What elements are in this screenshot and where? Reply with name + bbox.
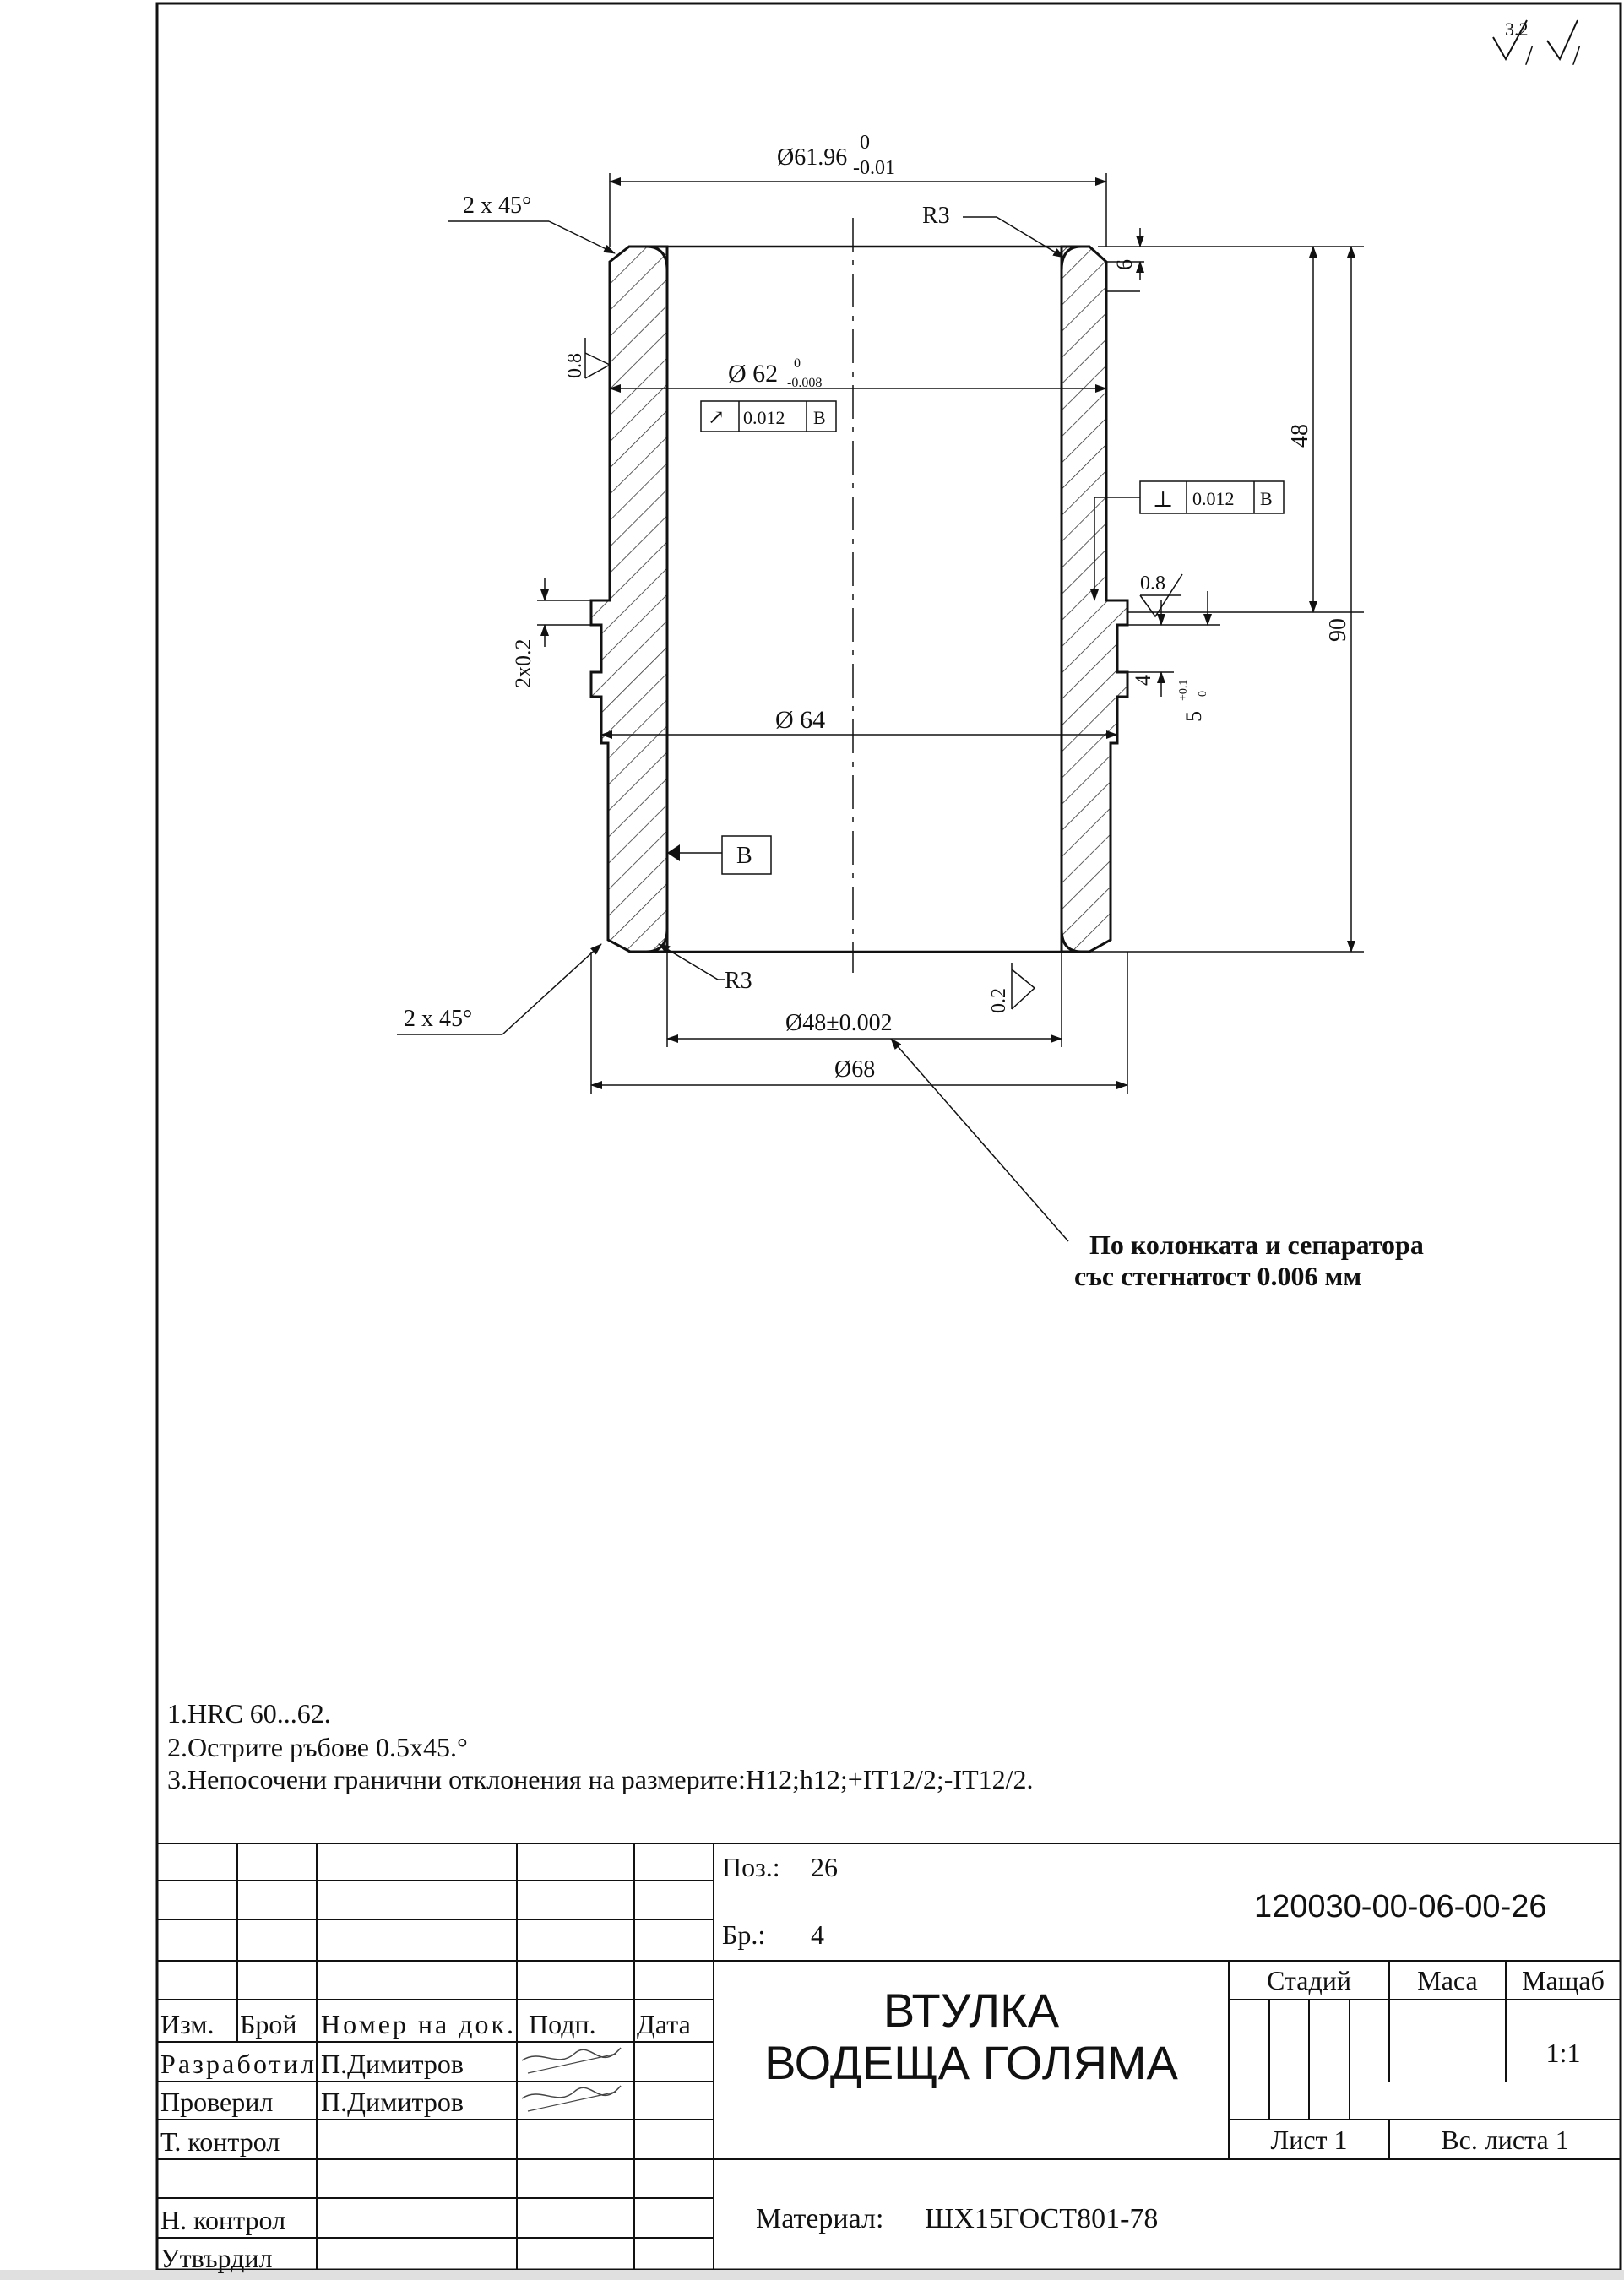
bore-diameter-nominal: Ø 62 xyxy=(728,360,779,388)
note-3: 3.Непосочени гранични отклонения на размерите:H12;h12;+IT12/2;-IT12/2. xyxy=(167,1764,1034,1794)
position-label: Поз.: xyxy=(722,1852,780,1882)
role-tech-control: Т. контрол xyxy=(160,2126,280,2157)
roughness-bore xyxy=(564,338,610,378)
developer-name: П.Димитров xyxy=(321,2049,464,2079)
runout-symbol: ↗ xyxy=(708,407,725,429)
technical-notes xyxy=(167,1698,1034,1794)
material-label: Материал: xyxy=(756,2203,884,2234)
signature-checker xyxy=(522,2086,621,2111)
bore-diameter-tol-lower: -0.008 xyxy=(787,376,823,390)
callout-radius-top xyxy=(922,203,1064,258)
radius-bottom-label: R3 xyxy=(725,968,752,994)
groove-position-tol-upper: +0.1 xyxy=(1177,679,1190,701)
header-izm: Изм. xyxy=(160,2009,215,2039)
groove-position-nominal: 5 xyxy=(1181,711,1206,722)
perpendicularity-datum: B xyxy=(1260,488,1273,509)
top-diameter-tol-lower: -0.01 xyxy=(853,157,895,179)
runout-value: 0.012 xyxy=(743,407,785,428)
top-diameter-nominal: Ø61.96 xyxy=(777,144,848,171)
stage-label: Стадий xyxy=(1266,1965,1352,1995)
scale-value: 1:1 xyxy=(1545,2038,1581,2068)
dim-lower-outer-diameter xyxy=(601,706,1117,735)
role-developed: Разработил xyxy=(160,2049,314,2079)
title-line1: ВТУЛКА xyxy=(883,1984,1060,2037)
chamfer-bottom-label: 2 x 45° xyxy=(404,1006,473,1032)
groove-position-tol-lower: 0 xyxy=(1197,691,1209,697)
left-wall-section xyxy=(591,247,667,952)
role-approved: Утвърдил xyxy=(160,2243,273,2273)
signature-developer xyxy=(522,2048,621,2073)
roughness-groove-value: 0.8 xyxy=(1140,573,1165,594)
step-height-label: 48 xyxy=(1287,424,1313,448)
scale-label: Мащаб xyxy=(1522,1965,1605,1995)
lower-outer-diameter-label: Ø 64 xyxy=(775,706,826,734)
radius-top-label: R3 xyxy=(922,203,950,229)
position-value: 26 xyxy=(811,1852,838,1882)
fit-note-line1: По колонката и сепаратора xyxy=(1089,1230,1424,1260)
svg-text:/: / xyxy=(1572,40,1581,71)
note-2: 2.Острите ръбове 0.5x45.° xyxy=(167,1732,468,1762)
callout-chamfer-bottom xyxy=(397,944,601,1034)
note-1: 1.HRC 60...62. xyxy=(167,1698,331,1729)
dim-bore-diameter xyxy=(610,356,1106,390)
role-checked: Проверил xyxy=(160,2087,274,2117)
total-height-label: 90 xyxy=(1325,618,1351,642)
dim-top-diameter xyxy=(610,132,1106,247)
groove-width-label: 4 xyxy=(1131,675,1155,686)
header-nomer: Номер на док. xyxy=(321,2009,513,2039)
groove-label: 2x0.2 xyxy=(511,638,535,688)
dim-groove-right xyxy=(1127,591,1220,722)
material-value: ШХ15ГОСТ801-78 xyxy=(925,2203,1159,2234)
dim-flange-height xyxy=(1098,228,1364,291)
chamfer-top-label: 2 x 45° xyxy=(463,193,532,219)
bottom-bore-label: Ø48±0.002 xyxy=(785,1010,893,1036)
top-diameter-tol-upper: 0 xyxy=(860,132,870,154)
checker-name: П.Димитров xyxy=(321,2087,464,2117)
count-value: 4 xyxy=(811,1919,824,1950)
fit-note xyxy=(891,1039,1424,1291)
count-label: Бр.: xyxy=(722,1919,766,1950)
general-roughness-value: 3.2 xyxy=(1505,19,1529,40)
roughness-bore-value: 0.8 xyxy=(564,353,586,378)
datum-b-label: B xyxy=(736,843,752,869)
title-line2: ВОДЕЩА ГОЛЯМА xyxy=(764,2036,1178,2089)
general-roughness-symbol xyxy=(1493,19,1581,71)
perpendicularity-symbol: ⊥ xyxy=(1153,487,1174,512)
bore-diameter-tol-upper: 0 xyxy=(794,356,801,371)
drawing-frame xyxy=(157,3,1621,2270)
header-data: Дата xyxy=(637,2009,691,2039)
sheet-label: Лист 1 xyxy=(1270,2125,1348,2155)
datum-b xyxy=(667,836,771,874)
perpendicularity-value: 0.012 xyxy=(1192,488,1235,509)
header-broy: Брой xyxy=(240,2009,297,2039)
flange-height-label: 6 xyxy=(1112,259,1137,270)
runout-tolerance-frame xyxy=(701,401,836,432)
dim-step-height xyxy=(1127,247,1364,612)
svg-text:/: / xyxy=(1525,40,1534,71)
outer-diameter-label: Ø68 xyxy=(834,1056,876,1083)
total-sheets-label: Вс. листа 1 xyxy=(1441,2125,1569,2155)
fit-note-line2: със стегнатост 0.006 мм xyxy=(1074,1261,1362,1291)
mass-label: Маса xyxy=(1417,1965,1478,1995)
roughness-bottom xyxy=(988,963,1035,1013)
callout-chamfer-top xyxy=(448,193,615,253)
dim-total-height xyxy=(1089,247,1364,952)
roughness-bottom-value: 0.2 xyxy=(988,988,1010,1013)
header-podp: Подп. xyxy=(529,2009,596,2039)
role-norm-control: Н. контрол xyxy=(160,2205,286,2235)
drawing-number: 120030-00-06-00-26 xyxy=(1254,1889,1547,1924)
runout-datum: B xyxy=(813,407,826,428)
perpendicularity-tolerance-frame xyxy=(1094,481,1284,600)
dim-groove-left xyxy=(511,578,591,688)
